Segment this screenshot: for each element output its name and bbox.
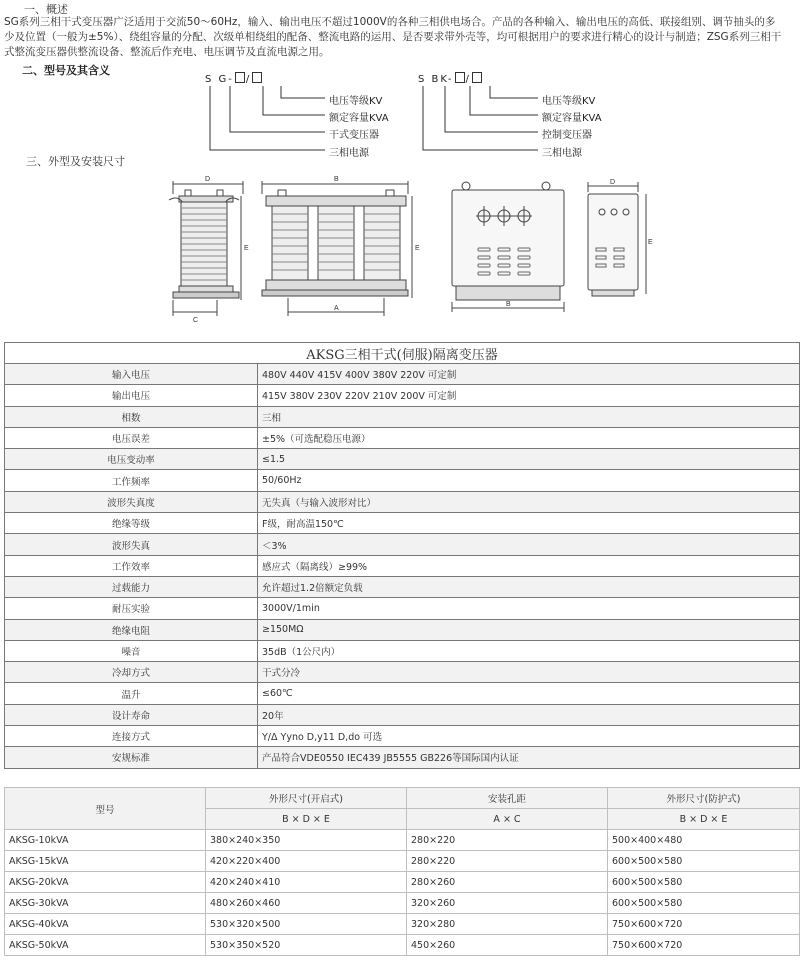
spec-key: 相数 <box>5 406 258 427</box>
code-label: 电压等级KV <box>329 96 383 107</box>
dim-label-e: E <box>648 239 653 246</box>
spec-key: 温升 <box>5 683 258 704</box>
dim-label-e: E <box>415 245 420 252</box>
code-label: 额定容量KVA <box>329 113 389 124</box>
dim-label-b: B <box>506 301 511 308</box>
code-label: 控制变压器 <box>542 130 592 141</box>
hole-cell: 320×280 <box>407 914 608 935</box>
spec-value: ＜3% <box>258 534 800 555</box>
spec-key: 噪音 <box>5 640 258 661</box>
table-row <box>5 640 800 661</box>
table-row <box>5 598 800 619</box>
spec-value: 允许超过1.2倍额定负载 <box>258 576 800 597</box>
model-code-sbk <box>418 72 618 162</box>
open-size-cell: 530×350×520 <box>206 935 407 956</box>
open-size-cell: 530×320×500 <box>206 914 407 935</box>
spec-key: 输入电压 <box>5 364 258 385</box>
code-label: 三相电源 <box>542 148 582 159</box>
dim-label-a: A <box>334 305 339 312</box>
section-dimensions-title: 三、外型及安装尺寸 <box>26 155 125 168</box>
table-row <box>5 576 800 597</box>
header-hole-distance: 安装孔距 <box>407 788 608 809</box>
spec-key: 绝缘等级 <box>5 513 258 534</box>
model-cell: AKSG-10kVA <box>5 830 206 851</box>
model-dimension-table <box>4 787 800 956</box>
table-row <box>5 427 800 448</box>
placeholder-box <box>455 72 465 83</box>
hole-cell: 280×220 <box>407 830 608 851</box>
dim-label-d: D <box>205 176 211 183</box>
dim-label-e: E <box>244 245 249 252</box>
enclosure-front-view <box>448 178 576 318</box>
code-letter: BK <box>431 74 448 85</box>
open-size-cell: 380×240×350 <box>206 830 407 851</box>
spec-value: F级，耐高温150℃ <box>258 513 800 534</box>
table-row <box>5 683 800 704</box>
spec-key: 波形失真 <box>5 534 258 555</box>
spec-value: ≥150MΩ <box>258 619 800 640</box>
section-overview-title: 一、概述 <box>24 3 68 16</box>
table-row <box>5 619 800 640</box>
spec-key: 连接方式 <box>5 726 258 747</box>
spec-value: 3000V/1min <box>258 598 800 619</box>
transformer-front-view <box>258 172 418 322</box>
table-row <box>5 385 800 406</box>
section-model-title: 二、型号及其含义 <box>22 64 110 77</box>
spec-value: 产品符合VDE0550 IEC439 JB5555 GB226等国际国内认证 <box>258 747 800 768</box>
spec-key: 耐压实验 <box>5 598 258 619</box>
table-row <box>5 935 800 956</box>
spec-key: 波形失真度 <box>5 491 258 512</box>
spec-value: 三相 <box>258 406 800 427</box>
table-row <box>5 726 800 747</box>
table-row <box>5 491 800 512</box>
table-row <box>5 470 800 491</box>
table-row <box>5 747 800 768</box>
code-label: 干式变压器 <box>329 130 379 141</box>
code-label: 额定容量KVA <box>542 113 602 124</box>
spec-table-title: AKSG三相干式(伺服)隔离变压器 <box>5 343 800 364</box>
spec-key: 电压误差 <box>5 427 258 448</box>
guard-size-cell: 600×500×580 <box>608 851 800 872</box>
spec-key: 工作频率 <box>5 470 258 491</box>
model-code-sbk-header: S BK- / <box>418 72 483 85</box>
spec-value: ≤1.5 <box>258 449 800 470</box>
spec-key: 安规标准 <box>5 747 258 768</box>
code-letter: S <box>205 74 214 85</box>
intro-line: SG系列三相干式变压器广泛适用于交流50～60Hz，输入、输出电压不超过1000V的各种三相供电场合。产品的各种输入、输出电压的高低、联接组别、调节抽头的多 <box>4 16 776 28</box>
subheader-guard: B × D × E <box>608 809 800 830</box>
spec-value: Y/Δ Yyno D,y11 D,do 可选 <box>258 726 800 747</box>
dim-label-b: B <box>334 176 339 183</box>
header-model: 型号 <box>5 788 206 830</box>
hole-cell: 450×260 <box>407 935 608 956</box>
spec-value: 干式分冷 <box>258 662 800 683</box>
spec-value: 无失真（与输入波形对比） <box>258 491 800 512</box>
open-size-cell: 420×220×400 <box>206 851 407 872</box>
subheader-open: B × D × E <box>206 809 407 830</box>
model-cell: AKSG-50kVA <box>5 935 206 956</box>
table-row <box>5 364 800 385</box>
enclosure-side-view <box>584 178 654 308</box>
spec-value: ≤60℃ <box>258 683 800 704</box>
model-cell: AKSG-15kVA <box>5 851 206 872</box>
table-row <box>5 406 800 427</box>
model-cell: AKSG-30kVA <box>5 893 206 914</box>
guard-size-cell: 500×400×480 <box>608 830 800 851</box>
table-row <box>5 830 800 851</box>
table-row <box>5 449 800 470</box>
model-code-sg <box>205 72 405 162</box>
table-row <box>5 851 800 872</box>
spec-key: 工作效率 <box>5 555 258 576</box>
spec-value: 480V 440V 415V 400V 380V 220V 可定制 <box>258 364 800 385</box>
spec-key: 冷却方式 <box>5 662 258 683</box>
table-row <box>5 534 800 555</box>
spec-value: 20年 <box>258 704 800 725</box>
dim-label-d: D <box>610 179 616 186</box>
placeholder-box <box>472 72 482 83</box>
intro-line: 少及位置（一般为±5%）、绕组容量的分配、次级单相绕组的配备、整流电路的运用、是否要求带外壳等，均可根据用户的要求进行精心的设计与制造；ZSG系列三相干 <box>4 31 782 43</box>
transformer-side-view <box>155 172 265 322</box>
guard-size-cell: 600×500×580 <box>608 893 800 914</box>
model-cell: AKSG-20kVA <box>5 872 206 893</box>
table-header-row <box>5 788 800 809</box>
code-label: 三相电源 <box>329 148 369 159</box>
header-open-size: 外形尺寸(开启式) <box>206 788 407 809</box>
dim-label-c: C <box>193 317 199 324</box>
table-row <box>5 513 800 534</box>
spec-table-title-row <box>5 343 800 364</box>
table-row <box>5 555 800 576</box>
spec-key: 电压变动率 <box>5 449 258 470</box>
spec-table <box>4 342 800 769</box>
spec-key: 绝缘电阻 <box>5 619 258 640</box>
spec-key: 过载能力 <box>5 576 258 597</box>
intro-line: 式整流变压器供整流设备、整流后作充电、电压调节及直流电源之用。 <box>4 46 330 58</box>
code-letter: G <box>218 74 229 85</box>
spec-key: 设计寿命 <box>5 704 258 725</box>
spec-key: 输出电压 <box>5 385 258 406</box>
open-size-cell: 420×240×410 <box>206 872 407 893</box>
placeholder-box <box>252 72 262 83</box>
guard-size-cell: 750×600×720 <box>608 914 800 935</box>
hole-cell: 280×260 <box>407 872 608 893</box>
hole-cell: 280×220 <box>407 851 608 872</box>
guard-size-cell: 750×600×720 <box>608 935 800 956</box>
spec-value: 35dB（1公尺内） <box>258 640 800 661</box>
header-guard-size: 外形尺寸(防护式) <box>608 788 800 809</box>
spec-value: 感应式（隔离线）≥99% <box>258 555 800 576</box>
table-row <box>5 662 800 683</box>
spec-value: ±5%（可选配稳压电源） <box>258 427 800 448</box>
table-row <box>5 893 800 914</box>
spec-value: 415V 380V 230V 220V 210V 200V 可定制 <box>258 385 800 406</box>
table-row <box>5 704 800 725</box>
table-row <box>5 914 800 935</box>
subheader-hole: A × C <box>407 809 608 830</box>
code-letter: S <box>418 74 427 85</box>
model-cell: AKSG-40kVA <box>5 914 206 935</box>
intro-paragraph <box>4 15 800 60</box>
open-size-cell: 480×260×460 <box>206 893 407 914</box>
model-code-sg-header: S G- / <box>205 72 263 85</box>
code-label: 电压等级KV <box>542 96 596 107</box>
placeholder-box <box>235 72 245 83</box>
spec-value: 50/60Hz <box>258 470 800 491</box>
table-row <box>5 872 800 893</box>
guard-size-cell: 600×500×580 <box>608 872 800 893</box>
hole-cell: 320×260 <box>407 893 608 914</box>
